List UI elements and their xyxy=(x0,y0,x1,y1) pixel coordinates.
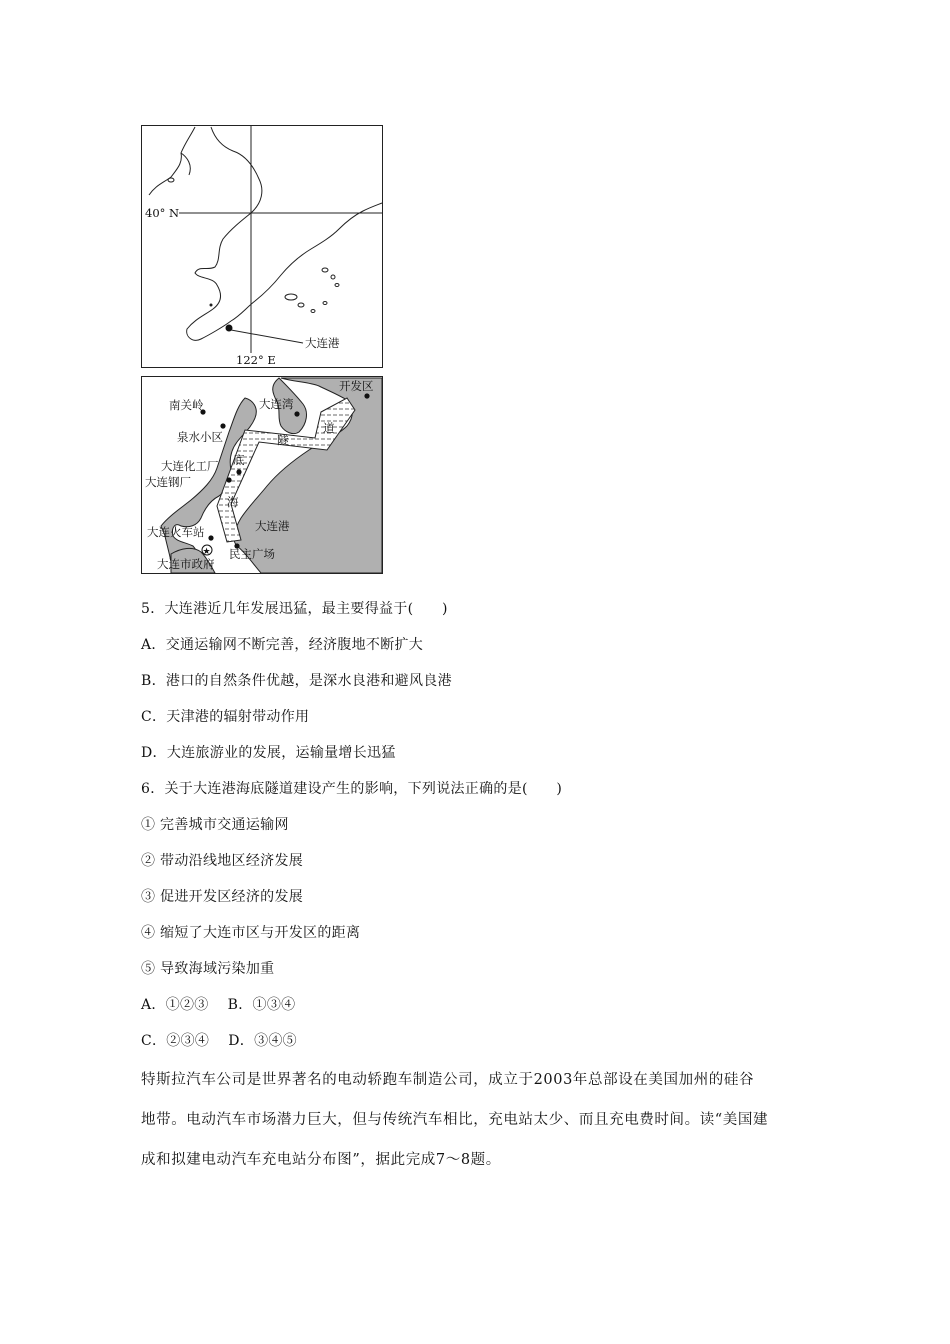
label-huochezhan: 大连火车站 xyxy=(147,525,205,539)
label-nanguanling: 南关岭 xyxy=(169,398,204,412)
port-label: 大连港 xyxy=(305,336,340,350)
label-gangchang: 大连钢厂 xyxy=(145,475,191,489)
label-kaifaqu: 开发区 xyxy=(339,379,374,393)
question-6: 6．关于大连港海底隧道建设产生的影响，下列说法正确的是( ) xyxy=(141,781,563,797)
label-tunnel-2: 隧 xyxy=(277,433,289,447)
question-5-option-c: C．天津港的辐射带动作用 xyxy=(141,709,310,725)
location-map xyxy=(141,125,383,368)
question-6-item-4: ④ 缩短了大连市区与开发区的距离 xyxy=(141,925,361,941)
question-6-options-cd: C．②③④ D．③④⑤ xyxy=(141,1033,297,1049)
tunnel-map xyxy=(141,376,383,574)
intro-line-2: 地带。电动汽车市场潜力巨大，但与传统汽车相比，充电站太少、而且充电费时间。读“美国建 xyxy=(141,1112,769,1128)
intro-line-3: 成和拟建电动汽车充电站分布图”，据此完成7～8题。 xyxy=(141,1152,501,1168)
label-tunnel-4: 海 xyxy=(227,495,239,509)
question-6-options-ab: A．①②③ B．①③④ xyxy=(141,997,296,1013)
label-dalianwan: 大连湾 xyxy=(259,397,294,411)
question-5-option-b: B．港口的自然条件优越，是深水良港和避风良港 xyxy=(141,673,452,689)
latitude-label: 40° N xyxy=(145,206,180,220)
svg-text:★: ★ xyxy=(202,547,211,557)
longitude-label: 122° E xyxy=(236,353,276,367)
question-6-item-5: ⑤ 导致海域污染加重 xyxy=(141,961,275,977)
label-dalianport: 大连港 xyxy=(255,519,290,533)
label-shizhengfu: 大连市政府 xyxy=(157,557,215,571)
label-minzhu: 民主广场 xyxy=(229,547,275,561)
question-5-option-a: A．交通运输网不断完善，经济腹地不断扩大 xyxy=(141,637,424,653)
question-6-item-2: ② 带动沿线地区经济发展 xyxy=(141,853,304,869)
label-tunnel-1: 道 xyxy=(323,421,335,435)
location-map-svg xyxy=(141,125,383,368)
question-5: 5．大连港近几年发展迅猛，最主要得益于( ) xyxy=(141,601,448,617)
question-5-option-d: D．大连旅游业的发展，运输量增长迅猛 xyxy=(141,745,396,761)
question-6-item-3: ③ 促进开发区经济的发展 xyxy=(141,889,304,905)
label-huagong: 大连化工厂 xyxy=(161,459,219,473)
label-tunnel-3: 底 xyxy=(233,453,245,467)
intro-line-1: 特斯拉汽车公司是世界著名的电动轿跑车制造公司，成立于2003年总部设在美国加州的硅谷 xyxy=(141,1072,755,1088)
label-quanshui: 泉水小区 xyxy=(177,430,223,444)
tunnel-map-svg xyxy=(141,376,383,574)
question-6-item-1: ① 完善城市交通运输网 xyxy=(141,817,289,833)
